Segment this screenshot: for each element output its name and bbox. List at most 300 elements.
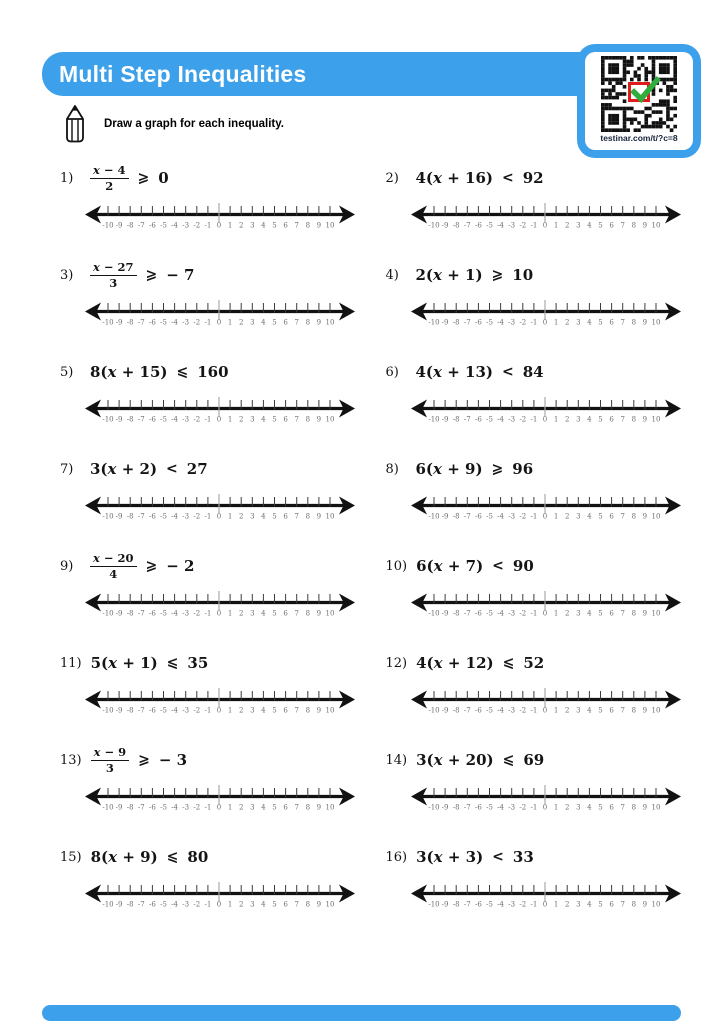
svg-text:8: 8 bbox=[631, 900, 636, 909]
svg-text:5: 5 bbox=[272, 900, 277, 909]
problem-number: 11) bbox=[60, 655, 82, 671]
svg-text:10: 10 bbox=[325, 512, 335, 521]
svg-text:8: 8 bbox=[631, 706, 636, 715]
svg-text:-2: -2 bbox=[518, 415, 526, 424]
svg-text:-5: -5 bbox=[485, 512, 493, 521]
fraction: $\frac{x - 27}{3}$ bbox=[90, 261, 137, 289]
problem-statement bbox=[44, 448, 358, 490]
svg-text:-1: -1 bbox=[529, 415, 537, 424]
svg-text:0: 0 bbox=[542, 221, 547, 230]
svg-text:6: 6 bbox=[608, 900, 614, 909]
svg-text:3: 3 bbox=[250, 803, 255, 812]
svg-text:-1: -1 bbox=[204, 221, 212, 230]
svg-text:-7: -7 bbox=[137, 609, 145, 618]
svg-text:8: 8 bbox=[305, 803, 311, 812]
number-line[interactable] bbox=[410, 395, 682, 429]
problem-cell bbox=[370, 739, 684, 836]
svg-text:5: 5 bbox=[272, 706, 277, 715]
number-line[interactable] bbox=[84, 686, 356, 720]
problem-cell bbox=[370, 642, 684, 739]
expression: 2(x + 1) bbox=[415, 266, 483, 284]
svg-text:5: 5 bbox=[597, 803, 603, 812]
svg-text:1: 1 bbox=[553, 318, 558, 327]
number-line[interactable] bbox=[84, 298, 356, 332]
svg-text:-10: -10 bbox=[102, 900, 114, 909]
number-line[interactable] bbox=[410, 589, 682, 623]
expression: 4(x + 13) bbox=[415, 363, 493, 381]
right-hand-side: 84 bbox=[522, 363, 544, 381]
svg-text:3: 3 bbox=[250, 706, 255, 715]
svg-text:-6: -6 bbox=[148, 900, 156, 909]
problem-cell bbox=[370, 836, 684, 933]
right-hand-side: 10 bbox=[512, 266, 534, 284]
svg-text:-5: -5 bbox=[160, 415, 167, 424]
svg-text:0: 0 bbox=[216, 221, 222, 230]
svg-text:-6: -6 bbox=[474, 900, 482, 909]
problem-cell bbox=[370, 351, 684, 448]
svg-text:-5: -5 bbox=[485, 415, 493, 424]
svg-text:-6: -6 bbox=[148, 803, 156, 812]
svg-text:8: 8 bbox=[305, 609, 311, 618]
svg-text:10: 10 bbox=[325, 415, 335, 424]
svg-text:-1: -1 bbox=[529, 803, 537, 812]
svg-text:6: 6 bbox=[283, 706, 288, 715]
svg-text:2: 2 bbox=[564, 706, 569, 715]
problem-cell bbox=[370, 157, 684, 254]
svg-text:-4: -4 bbox=[171, 609, 179, 618]
svg-text:6: 6 bbox=[608, 415, 614, 424]
svg-text:1: 1 bbox=[227, 512, 233, 521]
svg-text:1: 1 bbox=[553, 706, 558, 715]
svg-text:5: 5 bbox=[272, 803, 277, 812]
inequality-operator: ⩾ bbox=[491, 461, 504, 477]
svg-text:6: 6 bbox=[608, 512, 614, 521]
svg-text:5: 5 bbox=[597, 609, 603, 618]
svg-text:7: 7 bbox=[619, 512, 625, 521]
svg-text:7: 7 bbox=[294, 221, 299, 230]
svg-text:-9: -9 bbox=[115, 512, 123, 521]
svg-text:-4: -4 bbox=[496, 706, 504, 715]
svg-text:-5: -5 bbox=[485, 803, 493, 812]
problem-equation bbox=[416, 363, 544, 381]
svg-text:-2: -2 bbox=[518, 609, 526, 618]
expression: 4(x + 16) bbox=[415, 169, 493, 187]
svg-text:-2: -2 bbox=[193, 221, 201, 230]
svg-text:9: 9 bbox=[642, 609, 647, 618]
svg-text:-3: -3 bbox=[507, 900, 515, 909]
svg-text:-9: -9 bbox=[115, 221, 123, 230]
svg-text:-5: -5 bbox=[160, 706, 167, 715]
svg-text:-9: -9 bbox=[115, 318, 123, 327]
svg-text:9: 9 bbox=[316, 221, 322, 230]
svg-text:-1: -1 bbox=[529, 609, 537, 618]
svg-text:-3: -3 bbox=[182, 221, 190, 230]
problem-number: 7) bbox=[60, 461, 74, 477]
problem-equation bbox=[90, 552, 194, 580]
svg-text:-7: -7 bbox=[137, 318, 145, 327]
problem-number: 5) bbox=[60, 364, 74, 380]
svg-text:2: 2 bbox=[564, 900, 569, 909]
right-hand-side: 27 bbox=[186, 460, 208, 478]
svg-text:-3: -3 bbox=[507, 609, 515, 618]
svg-text:-10: -10 bbox=[102, 706, 114, 715]
svg-text:6: 6 bbox=[283, 609, 288, 618]
qr-badge[interactable] bbox=[577, 44, 701, 158]
number-line[interactable] bbox=[410, 201, 682, 235]
svg-text:-9: -9 bbox=[441, 900, 449, 909]
svg-text:-8: -8 bbox=[126, 609, 134, 618]
number-line[interactable] bbox=[410, 492, 682, 526]
svg-text:-4: -4 bbox=[496, 609, 504, 618]
svg-text:-5: -5 bbox=[160, 803, 167, 812]
svg-text:7: 7 bbox=[294, 609, 299, 618]
svg-text:-3: -3 bbox=[182, 803, 190, 812]
svg-text:-6: -6 bbox=[474, 609, 482, 618]
problem-equation bbox=[91, 746, 187, 774]
svg-text:4: 4 bbox=[586, 318, 592, 327]
inequality-operator: ⩾ bbox=[137, 170, 150, 186]
svg-text:-9: -9 bbox=[115, 706, 123, 715]
svg-text:7: 7 bbox=[294, 415, 299, 424]
problem-number: 16) bbox=[385, 849, 408, 865]
problem-cell bbox=[370, 545, 684, 642]
problem-cell bbox=[44, 642, 358, 739]
right-hand-side: 92 bbox=[522, 169, 544, 187]
svg-text:-6: -6 bbox=[474, 706, 482, 715]
svg-text:8: 8 bbox=[305, 415, 311, 424]
svg-text:1: 1 bbox=[553, 900, 558, 909]
svg-text:4: 4 bbox=[586, 706, 592, 715]
svg-text:5: 5 bbox=[597, 706, 603, 715]
number-line[interactable] bbox=[410, 686, 682, 720]
svg-text:4: 4 bbox=[586, 512, 592, 521]
svg-text:7: 7 bbox=[619, 318, 625, 327]
svg-text:-5: -5 bbox=[160, 609, 167, 618]
svg-text:-7: -7 bbox=[137, 803, 145, 812]
problem-statement bbox=[44, 157, 358, 199]
svg-text:-4: -4 bbox=[171, 512, 179, 521]
svg-text:-7: -7 bbox=[463, 609, 471, 618]
svg-text:-8: -8 bbox=[452, 318, 460, 327]
svg-text:0: 0 bbox=[542, 512, 547, 521]
number-line[interactable] bbox=[84, 880, 356, 914]
svg-text:10: 10 bbox=[325, 318, 335, 327]
svg-text:0: 0 bbox=[542, 706, 547, 715]
svg-text:-3: -3 bbox=[182, 706, 190, 715]
svg-text:8: 8 bbox=[631, 609, 636, 618]
svg-text:-9: -9 bbox=[441, 221, 449, 230]
problem-equation bbox=[416, 654, 544, 672]
svg-text:9: 9 bbox=[642, 706, 647, 715]
svg-text:5: 5 bbox=[597, 318, 603, 327]
svg-text:-10: -10 bbox=[102, 318, 114, 327]
svg-text:6: 6 bbox=[283, 803, 288, 812]
svg-text:1: 1 bbox=[227, 221, 233, 230]
svg-text:0: 0 bbox=[216, 512, 222, 521]
svg-text:-3: -3 bbox=[182, 415, 190, 424]
svg-text:-5: -5 bbox=[485, 706, 493, 715]
number-line[interactable] bbox=[410, 298, 682, 332]
svg-text:-6: -6 bbox=[148, 415, 156, 424]
problem-statement bbox=[370, 351, 684, 393]
right-hand-side: 33 bbox=[512, 848, 534, 866]
right-hand-side: 69 bbox=[523, 751, 545, 769]
svg-text:1: 1 bbox=[227, 900, 233, 909]
right-hand-side: 90 bbox=[512, 557, 534, 575]
svg-text:4: 4 bbox=[261, 803, 266, 812]
svg-text:10: 10 bbox=[651, 803, 660, 812]
svg-text:8: 8 bbox=[631, 221, 636, 230]
number-line[interactable] bbox=[84, 589, 356, 623]
svg-text:-8: -8 bbox=[452, 900, 460, 909]
svg-text:-5: -5 bbox=[160, 318, 167, 327]
svg-text:-7: -7 bbox=[137, 415, 145, 424]
svg-text:-1: -1 bbox=[529, 706, 537, 715]
svg-text:7: 7 bbox=[619, 609, 625, 618]
svg-text:-6: -6 bbox=[474, 318, 482, 327]
svg-text:-3: -3 bbox=[507, 318, 515, 327]
problem-cell bbox=[44, 545, 358, 642]
instruction-text: Draw a graph for each inequality. bbox=[104, 118, 284, 130]
expression: 3(x + 20) bbox=[416, 751, 494, 769]
svg-text:-3: -3 bbox=[507, 221, 515, 230]
svg-text:10: 10 bbox=[325, 706, 335, 715]
number-line[interactable] bbox=[410, 783, 682, 817]
problem-equation bbox=[91, 848, 209, 866]
svg-text:0: 0 bbox=[216, 609, 222, 618]
number-line[interactable] bbox=[84, 492, 356, 526]
svg-text:7: 7 bbox=[619, 706, 625, 715]
number-line[interactable] bbox=[84, 201, 356, 235]
problem-cell bbox=[44, 351, 358, 448]
svg-text:-1: -1 bbox=[204, 706, 212, 715]
svg-text:1: 1 bbox=[227, 803, 233, 812]
svg-text:-3: -3 bbox=[182, 609, 190, 618]
qr-url-label: testinar.com/t/?c=8 bbox=[600, 133, 678, 143]
number-line[interactable] bbox=[410, 880, 682, 914]
problem-cell bbox=[370, 254, 684, 351]
right-hand-side: 35 bbox=[187, 654, 209, 672]
inequality-operator: ⩽ bbox=[166, 849, 179, 865]
svg-text:6: 6 bbox=[283, 512, 288, 521]
svg-text:0: 0 bbox=[542, 609, 547, 618]
svg-text:-9: -9 bbox=[441, 803, 449, 812]
svg-text:3: 3 bbox=[575, 803, 581, 812]
svg-text:-7: -7 bbox=[463, 803, 471, 812]
svg-text:4: 4 bbox=[261, 512, 266, 521]
fraction: $\frac{x - 9}{3}$ bbox=[91, 746, 130, 774]
inequality-operator: ⩾ bbox=[491, 267, 504, 283]
problem-equation bbox=[416, 751, 544, 769]
svg-text:10: 10 bbox=[651, 415, 660, 424]
svg-text:-2: -2 bbox=[518, 706, 526, 715]
problem-number: 6) bbox=[385, 364, 399, 380]
svg-text:0: 0 bbox=[216, 415, 222, 424]
svg-text:-10: -10 bbox=[427, 318, 440, 327]
svg-text:5: 5 bbox=[272, 512, 277, 521]
problem-number: 12) bbox=[385, 655, 408, 671]
svg-text:9: 9 bbox=[642, 900, 647, 909]
svg-text:1: 1 bbox=[553, 803, 558, 812]
svg-text:-8: -8 bbox=[452, 706, 460, 715]
number-line[interactable] bbox=[84, 395, 356, 429]
svg-text:3: 3 bbox=[575, 512, 581, 521]
svg-text:8: 8 bbox=[305, 900, 311, 909]
number-line[interactable] bbox=[84, 783, 356, 817]
svg-text:-8: -8 bbox=[452, 803, 460, 812]
svg-text:1: 1 bbox=[227, 706, 233, 715]
svg-text:-7: -7 bbox=[463, 512, 471, 521]
svg-text:-8: -8 bbox=[452, 221, 460, 230]
svg-text:4: 4 bbox=[586, 415, 592, 424]
svg-text:-10: -10 bbox=[102, 609, 114, 618]
svg-text:-4: -4 bbox=[496, 318, 504, 327]
svg-text:-6: -6 bbox=[148, 512, 156, 521]
problem-equation bbox=[416, 169, 544, 187]
svg-text:8: 8 bbox=[305, 221, 311, 230]
svg-text:5: 5 bbox=[597, 900, 603, 909]
svg-text:10: 10 bbox=[325, 900, 335, 909]
svg-text:1: 1 bbox=[553, 609, 558, 618]
svg-text:-1: -1 bbox=[529, 318, 537, 327]
svg-text:-9: -9 bbox=[115, 803, 123, 812]
svg-text:3: 3 bbox=[575, 318, 581, 327]
svg-text:-2: -2 bbox=[193, 415, 201, 424]
inequality-operator: ⩽ bbox=[502, 655, 515, 671]
problem-number: 1) bbox=[60, 170, 74, 186]
svg-text:-4: -4 bbox=[171, 900, 179, 909]
inequality-operator: < bbox=[492, 558, 504, 574]
inequality-operator: ⩾ bbox=[138, 752, 150, 768]
svg-text:5: 5 bbox=[272, 318, 277, 327]
svg-text:-8: -8 bbox=[126, 512, 134, 521]
svg-text:9: 9 bbox=[642, 512, 647, 521]
svg-text:-2: -2 bbox=[193, 609, 201, 618]
svg-text:-1: -1 bbox=[204, 609, 212, 618]
problem-equation bbox=[90, 164, 169, 192]
svg-text:9: 9 bbox=[316, 900, 322, 909]
header-bar bbox=[42, 52, 642, 96]
svg-text:-10: -10 bbox=[102, 221, 114, 230]
svg-text:4: 4 bbox=[261, 900, 266, 909]
svg-text:-1: -1 bbox=[204, 803, 212, 812]
svg-text:-2: -2 bbox=[518, 221, 526, 230]
right-hand-side: 96 bbox=[512, 460, 534, 478]
right-hand-side: − 7 bbox=[166, 266, 195, 284]
svg-text:-6: -6 bbox=[474, 512, 482, 521]
svg-text:6: 6 bbox=[608, 318, 614, 327]
svg-text:0: 0 bbox=[216, 803, 222, 812]
svg-text:-8: -8 bbox=[126, 221, 134, 230]
expression: 8(x + 15) bbox=[90, 363, 168, 381]
svg-text:10: 10 bbox=[651, 609, 660, 618]
svg-text:5: 5 bbox=[272, 221, 277, 230]
svg-text:6: 6 bbox=[608, 706, 614, 715]
svg-text:-9: -9 bbox=[115, 900, 123, 909]
svg-text:-7: -7 bbox=[137, 900, 145, 909]
page-title: Multi Step Inequalities bbox=[59, 60, 307, 87]
problem-statement bbox=[44, 254, 358, 296]
svg-text:-3: -3 bbox=[507, 512, 515, 521]
problem-statement bbox=[370, 545, 684, 587]
inequality-operator: ⩾ bbox=[145, 558, 158, 574]
svg-text:4: 4 bbox=[586, 609, 592, 618]
problem-cell bbox=[44, 448, 358, 545]
svg-text:1: 1 bbox=[553, 415, 558, 424]
svg-text:-7: -7 bbox=[463, 415, 471, 424]
svg-text:7: 7 bbox=[619, 803, 625, 812]
svg-text:6: 6 bbox=[608, 803, 614, 812]
problem-grid bbox=[44, 157, 683, 933]
problem-number: 8) bbox=[385, 461, 399, 477]
inequality-operator: ⩽ bbox=[502, 752, 515, 768]
problem-number: 9) bbox=[60, 558, 74, 574]
svg-text:0: 0 bbox=[542, 803, 547, 812]
svg-text:3: 3 bbox=[250, 900, 255, 909]
svg-text:7: 7 bbox=[619, 415, 625, 424]
svg-text:-5: -5 bbox=[160, 512, 167, 521]
svg-text:-4: -4 bbox=[496, 221, 504, 230]
svg-text:4: 4 bbox=[261, 221, 266, 230]
svg-text:-3: -3 bbox=[507, 415, 515, 424]
problem-equation bbox=[416, 460, 534, 478]
svg-text:-2: -2 bbox=[193, 512, 201, 521]
problem-statement bbox=[370, 836, 684, 878]
problem-number: 10) bbox=[385, 558, 408, 574]
svg-text:2: 2 bbox=[238, 415, 244, 424]
svg-text:-3: -3 bbox=[507, 706, 515, 715]
svg-text:3: 3 bbox=[575, 415, 581, 424]
right-hand-side: 52 bbox=[523, 654, 545, 672]
svg-text:-6: -6 bbox=[474, 803, 482, 812]
svg-text:-10: -10 bbox=[427, 415, 440, 424]
svg-text:7: 7 bbox=[294, 706, 299, 715]
svg-text:0: 0 bbox=[216, 318, 222, 327]
expression: 6(x + 9) bbox=[415, 460, 483, 478]
svg-text:-10: -10 bbox=[102, 512, 114, 521]
svg-text:-6: -6 bbox=[148, 609, 156, 618]
svg-text:10: 10 bbox=[651, 512, 660, 521]
problem-number: 13) bbox=[60, 752, 82, 768]
fraction: $\frac{x - 4}{2}$ bbox=[90, 164, 129, 192]
fraction: $\frac{x - 20}{4}$ bbox=[90, 552, 137, 580]
svg-text:5: 5 bbox=[597, 221, 603, 230]
svg-text:2: 2 bbox=[238, 803, 244, 812]
svg-text:-7: -7 bbox=[137, 221, 145, 230]
svg-text:5: 5 bbox=[597, 512, 603, 521]
problem-number: 2) bbox=[385, 170, 399, 186]
svg-text:-9: -9 bbox=[441, 706, 449, 715]
svg-text:3: 3 bbox=[575, 609, 581, 618]
svg-text:9: 9 bbox=[642, 415, 647, 424]
svg-text:7: 7 bbox=[294, 900, 299, 909]
inequality-operator: < bbox=[501, 170, 514, 186]
svg-text:-9: -9 bbox=[115, 609, 123, 618]
svg-text:6: 6 bbox=[283, 415, 288, 424]
svg-text:-10: -10 bbox=[102, 415, 114, 424]
svg-text:-1: -1 bbox=[529, 900, 537, 909]
svg-text:4: 4 bbox=[261, 318, 266, 327]
svg-text:4: 4 bbox=[586, 803, 592, 812]
svg-text:-10: -10 bbox=[427, 803, 440, 812]
svg-text:8: 8 bbox=[631, 803, 636, 812]
problem-statement bbox=[44, 545, 358, 587]
right-hand-side: − 2 bbox=[166, 557, 195, 575]
svg-text:3: 3 bbox=[575, 900, 581, 909]
svg-text:2: 2 bbox=[238, 706, 244, 715]
inequality-operator: ⩽ bbox=[166, 655, 179, 671]
problem-statement bbox=[370, 157, 684, 199]
